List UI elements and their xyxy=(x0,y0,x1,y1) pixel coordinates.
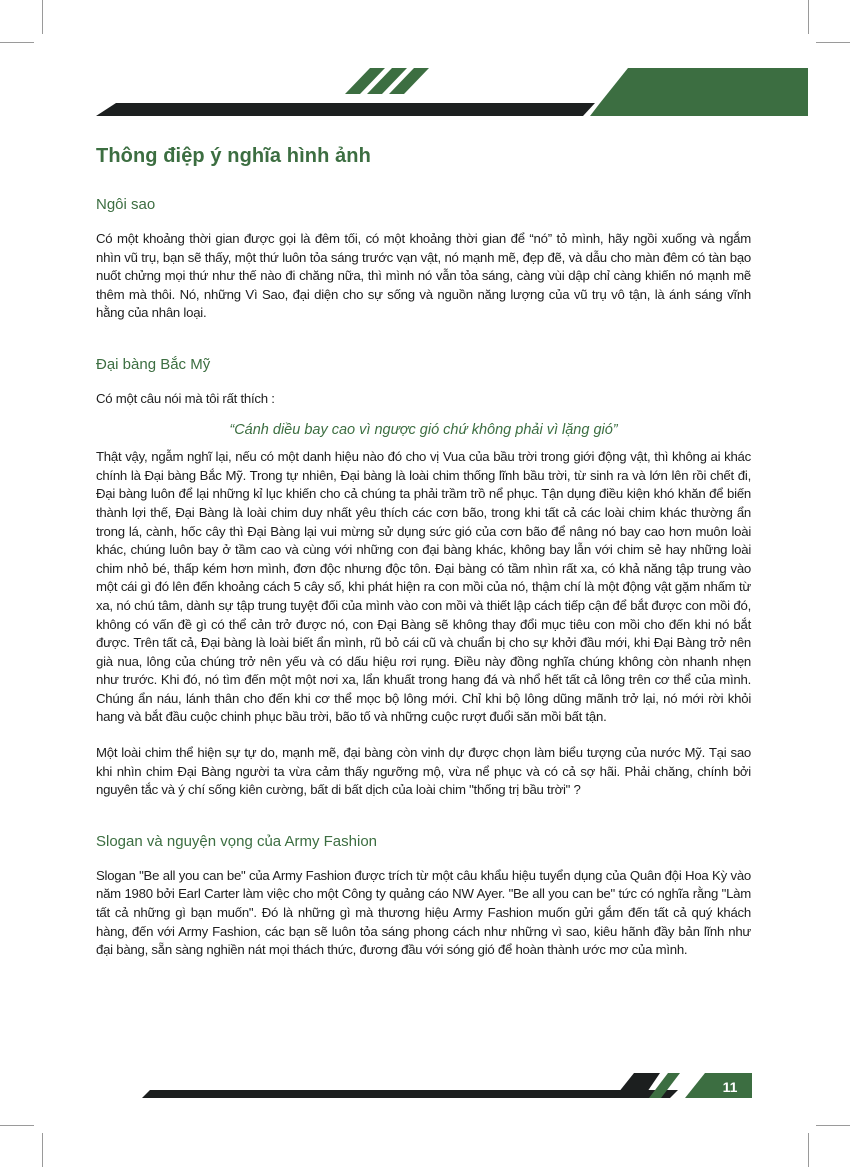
header-decoration xyxy=(0,0,850,125)
header-green-block xyxy=(590,68,808,116)
crop-mark-bottom-left xyxy=(42,1133,43,1167)
header-dark-bar xyxy=(96,103,595,116)
footer-dark-bar xyxy=(142,1090,678,1098)
quote-canh-dieu: “Cánh diều bay cao vì ngược gió chứ không phải vì lặng gió” xyxy=(229,421,618,438)
paragraph-slogan: Slogan "Be all you can be" của Army Fashion được trích từ một câu khẩu hiệu tuyển dụng của Quân đội Hoa Kỳ vào năm 1980 bởi Earl Carter làm việc cho một Công ty quảng cáo NW Ayer. "Be all you can be" tức có nghĩa rằng "Làm tất cả những gì bạn muốn". Đó là những gì mà thương hiệu Army Fashion muốn gửi gắm đến tất cả quý khách hàng, đến với Army Fashion, các bạn sẽ luôn tỏa sáng phong cách như những vì sao, kiêu hãnh đầy bản lĩnh như đại bàng, sẵn sàng nghiền nát mọi thách thức, đương đầu với sóng gió để hoàn thành ước mơ của mình. xyxy=(96,867,751,958)
section-title-ngoi-sao: Ngôi sao xyxy=(96,196,156,213)
crop-mark-right-bottom xyxy=(816,1125,850,1126)
paragraph-dai-bang-2: Một loài chim thể hiện sự tự do, mạnh mẽ, đại bàng còn vinh dự được chọn làm biểu tượng của nước Mỹ. Tại sao khi nhìn chim Đại Bàng người ta vừa cảm thấy ngưỡng mộ, vừa nể phục và có cả sợ hãi. Phải chăng, chính bởi nguyên tắc và ý chí sống kiên cường, bất di bất dịch của loài chim "thống trị bầu trời" ? xyxy=(96,745,751,798)
section-dai-bang xyxy=(96,356,751,800)
page-number: 11 xyxy=(722,1079,738,1095)
section-slogan xyxy=(96,833,751,960)
section-title-dai-bang: Đại bàng Bắc Mỹ xyxy=(96,355,211,373)
section-title-slogan: Slogan và nguyện vọng của Army Fashion xyxy=(96,832,378,850)
crop-mark-left-bottom xyxy=(0,1125,34,1126)
paragraph-ngoi-sao: Có một khoảng thời gian được gọi là đêm tối, có một khoảng thời gian để “nó” tỏ mình, hãy ngồi xuống và ngắm nhìn vũ trụ, bạn sẽ thấy, một thứ luôn tỏa sáng trước vạn vật, nó mạnh mẽ, đẹp đẽ, và dẫu cho màn đêm có tàn bạo nuốt chửng mọi thứ như thế nào đi chăng nữa, thì mình nó vẫn tỏa sáng, càng vùi dập chỉ càng khiến nó mạnh mẽ thêm mà thôi. Nó, những Vì Sao, đại diện cho sự sống và nguồn năng lượng của vũ trụ vô tận, là ánh sáng vĩnh hằng của nhân loại. xyxy=(96,231,751,321)
crop-mark-bottom-right xyxy=(808,1133,809,1167)
page-content xyxy=(96,145,751,960)
page-title: Thông điệp ý nghĩa hình ảnh xyxy=(96,145,371,167)
paragraph-dai-bang-1: Thật vậy, ngẫm nghĩ lại, nếu có một danh hiệu nào đó cho vị Vua của bầu trời trong giới động vật, thì không ai khác chính là Đại bàng Bắc Mỹ. Trong tự nhiên, Đại bàng là loài chim thống lĩnh bầu trời, từ sinh ra và lớn lên rồi chết đi, Đại bàng luôn để lại những kỉ lục khiến cho cả chúng ta phải trầm trồ nể phục. Tận dụng điều kiện khó khăn để biến thành lợi thế, Đại Bàng là loài chim duy nhất yêu thích các cơn bão, trong khi tất cả các loài chim khác thường ẩn trong lá, cành, hốc cây thì Đại Bàng lại vui mừng sử dụng sức gió của cơn bão để nâng nó bay cao hơn muôn loài khác, chúng luôn bay ở tầm cao và cùng với những con đại bàng khác, không bay lẫn với chim sẻ hay những loài chim nhỏ bé, thấp kém hơn mình, đơn độc nhưng độc tôn. Đại bàng có tầm nhìn rất xa, có khả năng tập trung vào một cái gì đó lên đến khoảng cách 5 cây số, khi phát hiện ra con mồi của nó, thậm chí là một động vật gặm nhấm từ xa, nó chú tâm, dành sự tập trung tuyệt đối của mình vào con mồi và thiết lập cách tiếp cận để bắt được con mồi đó, không có vấn đề gì có thể cản trở được nó, con Đại Bàng sẽ không thay đổi mục tiêu con mồi cho đến khi nó bắt được. Trên tất cả, Đại bàng là loài biết ẩn mình, rũ bỏ cái cũ và chuẩn bị cho sự khởi đầu mới, khi Đại Bàng trở nên già nua, lông của chúng trở nên yếu và có dấu hiệu rơi rụng. Điều này đồng nghĩa chúng không còn nhanh nhẹn như trước. Khi đó, nó tìm đến một một nơi xa, lẩn khuất trong hang đá và nhổ hết tất cả lông trên cơ thể của mình. Chúng ẩn náu, lánh thân cho đến khi cơ thể mọc bộ lông mới. Chỉ khi bộ lông dũng mãnh trở lại, nó mới rời khỏi hang và bắt đầu cuộc chinh phục bầu trời, bão tố và những cuộc rượt đuổi săn mồi bất tận. xyxy=(96,449,751,725)
paragraph-dai-bang-intro: Có một câu nói mà tôi rất thích : xyxy=(96,390,275,406)
section-ngoi-sao xyxy=(96,196,751,323)
